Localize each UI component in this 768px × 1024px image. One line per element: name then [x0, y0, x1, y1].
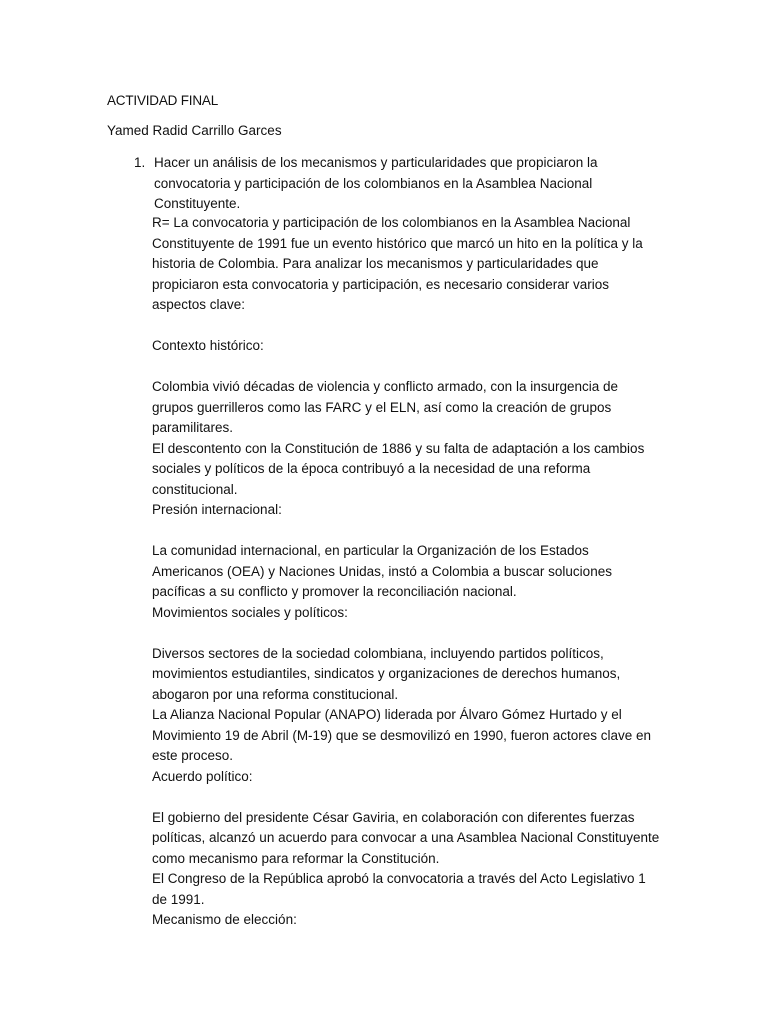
paragraph-presion-1: La comunidad internacional, en particular la Organización de los Estados Americanos (OEA) y Naciones Unidas, instó a Colombia a buscar soluciones pacíficas a su conflicto y promover la reconciliación nacional.: [152, 543, 612, 599]
section-heading-contexto: Contexto histórico:: [152, 338, 264, 353]
paragraph-contexto-1: Colombia vivió décadas de violencia y conflicto armado, con la insurgencia de grupos guerrilleros como las FARC y el ELN, así como la creación de grupos paramilitares.: [152, 379, 619, 435]
document-title: ACTIVIDAD FINAL: [107, 93, 219, 108]
paragraph-movimientos-2: La Alianza Nacional Popular (ANAPO) liderada por Álvaro Gómez Hurtado y el Movimiento 19 de Abril (M-19) que se desmovilizó en 1990, fueron actores clave en este proceso.: [152, 707, 652, 763]
answer-body: [152, 213, 662, 931]
section-heading-mecanismo: Mecanismo de elección:: [152, 912, 297, 927]
section-heading-presion: Presión internacional:: [152, 502, 282, 517]
paragraph-contexto-2: El descontento con la Constitución de 1886 y su falta de adaptación a los cambios sociales y políticos de la época contribuyó a la necesidad de una reforma constitucional.: [152, 440, 645, 497]
section-heading-acuerdo: Acuerdo político:: [152, 768, 253, 784]
question-number: 1.: [134, 155, 146, 170]
question-text: Hacer un análisis de los mecanismos y particularidades que propiciaron la convocatoria y participación de los colombianos en la Asamblea Nacional Constituyente.: [154, 155, 598, 211]
section-heading-movimientos: Movimientos sociales y políticos:: [152, 604, 348, 620]
paragraph-acuerdo-1: El gobierno del presidente César Gaviria, en colaboración con diferentes fuerzas políticas, alcanzó un acuerdo para convocar a una Asamblea Nacional Constituyente como mecanismo para reformar la Constitución.: [152, 809, 660, 866]
author-name: Yamed Radid Carrillo Garces: [107, 123, 282, 138]
paragraph-acuerdo-2: El Congreso de la República aprobó la convocatoria a través del Acto Legislativo 1 de 1991.: [152, 871, 646, 907]
answer-intro: R= La convocatoria y participación de los colombianos en la Asamblea Nacional Constituyente de 1991 fue un evento histórico que marcó un hito en la política y la historia de Colombia. Para analizar los mecanismos y particularidades que propiciaron esta convocatoria y participación, es necesario considerar varios aspectos clave:: [152, 215, 643, 312]
paragraph-movimientos-1: Diversos sectores de la sociedad colombiana, incluyendo partidos políticos, movimientos estudiantiles, sindicatos y organizaciones de derechos humanos, abogaron por una reforma constitucional.: [152, 645, 621, 702]
